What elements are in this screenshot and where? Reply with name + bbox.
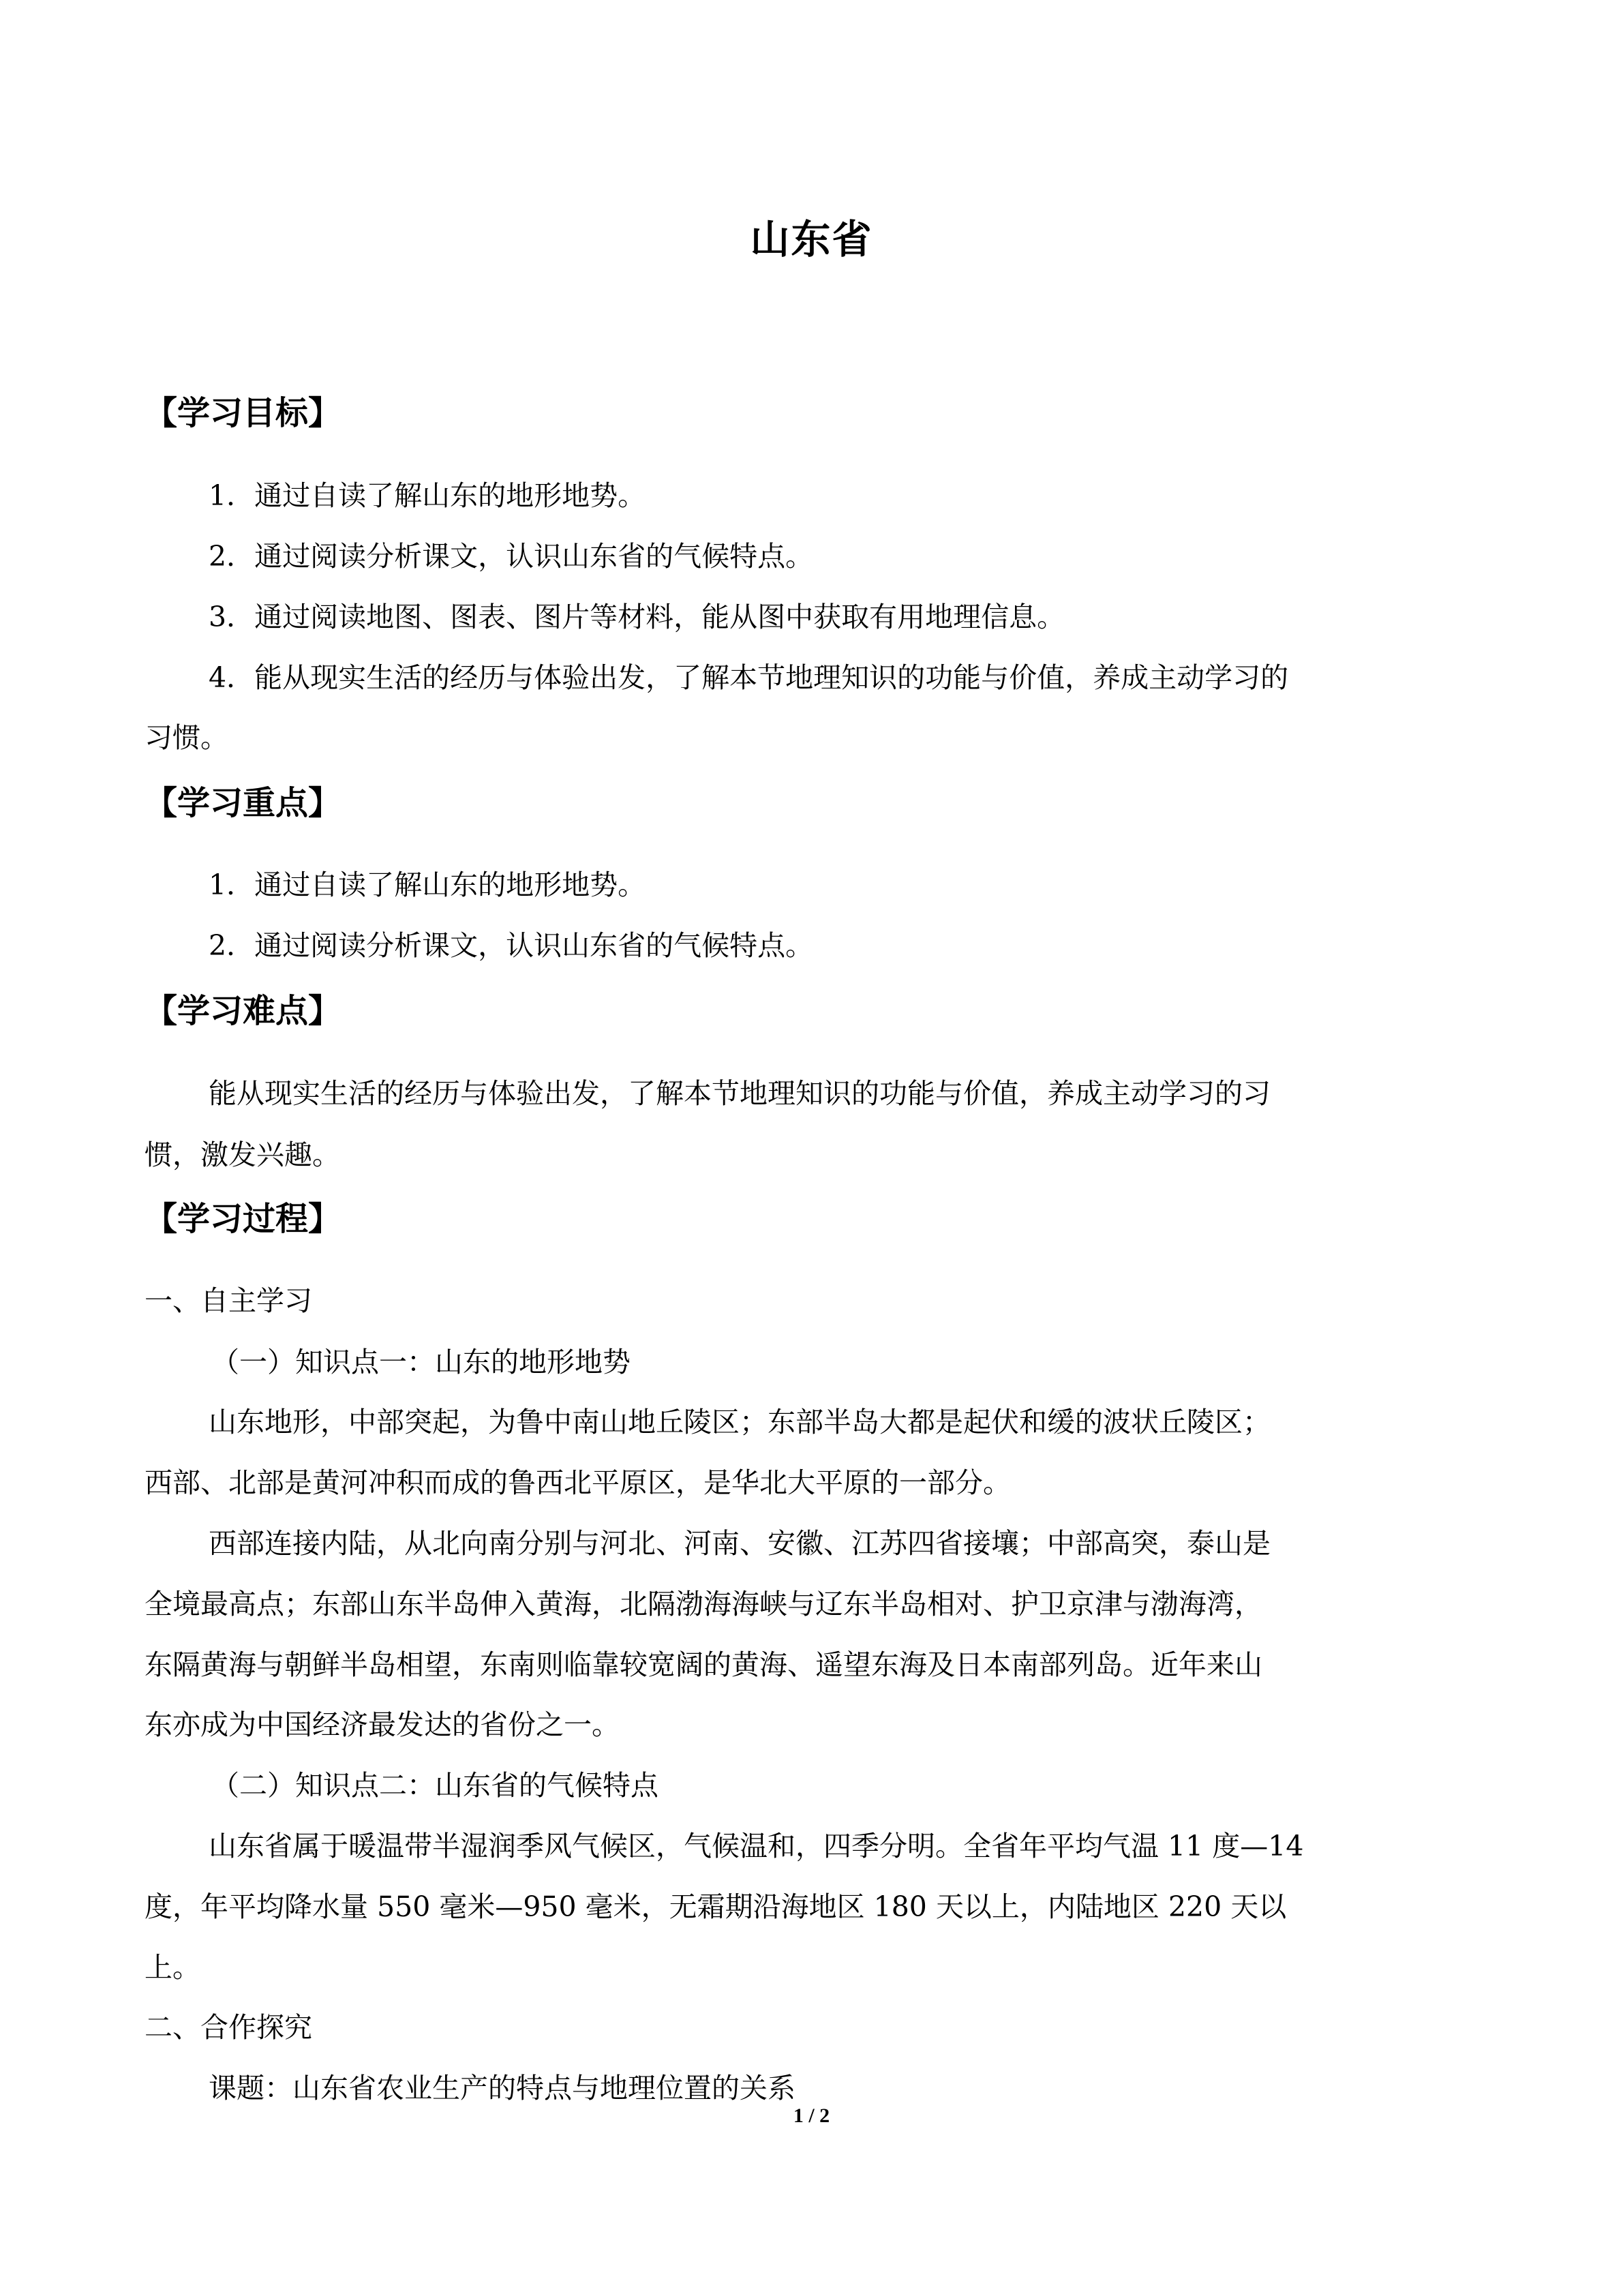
paragraph-line: 上。 xyxy=(145,1951,200,1984)
page-title: 山东省 xyxy=(750,216,873,262)
key-point-item: 1．通过自读了解山东的地形地势。 xyxy=(209,868,646,901)
part-title-self-study: 一、自主学习 xyxy=(145,1284,312,1317)
part-title-cooperative-inquiry: 二、合作探究 xyxy=(145,2011,312,2044)
objective-item: 3．通过阅读地图、图表、图片等材料，能从图中获取有用地理信息。 xyxy=(209,601,1065,633)
paragraph-line: 全境最高点；东部山东半岛伸入黄海，北隔渤海海峡与辽东半岛相对、护卫京津与渤海湾， xyxy=(145,1588,1262,1620)
inquiry-topic: 课题：山东省农业生产的特点与地理位置的关系 xyxy=(209,2072,795,2104)
knowledge-point-title: （二）知识点二：山东省的气候特点 xyxy=(211,1769,658,1802)
paragraph-line: 西部、北部是黄河冲积而成的鲁西北平原区，是华北大平原的一部分。 xyxy=(145,1466,1011,1499)
paragraph-line: 东亦成为中国经济最发达的省份之一。 xyxy=(145,1708,620,1741)
objective-item: 4．能从现实生活的经历与体验出发，了解本节地理知识的功能与价值，养成主动学习的 xyxy=(209,661,1289,694)
key-point-item: 2．通过阅读分析课文，认识山东省的气候特点。 xyxy=(209,929,814,962)
knowledge-point-title: （一）知识点一：山东的地形地势 xyxy=(211,1346,631,1378)
difficulty-text: 惯，激发兴趣。 xyxy=(145,1138,340,1171)
paragraph-line: 东隔黄海与朝鲜半岛相望，东南则临靠较宽阔的黄海、遥望东海及日本南部列岛。近年来山 xyxy=(145,1648,1262,1681)
objective-item: 1．通过自读了解山东的地形地势。 xyxy=(209,479,646,512)
paragraph-line: 山东地形，中部突起，为鲁中南山地丘陵区；东部半岛大都是起伏和缓的波状丘陵区； xyxy=(209,1406,1271,1438)
paragraph-line: 西部连接内陆，从北向南分别与河北、河南、安徽、江苏四省接壤；中部高突，泰山是 xyxy=(209,1527,1271,1560)
page-number: 1 / 2 xyxy=(793,2104,830,2127)
section-heading-objectives: 【学习目标】 xyxy=(145,394,342,432)
section-heading-process: 【学习过程】 xyxy=(145,1200,342,1238)
paragraph-line: 山东省属于暖温带半湿润季风气候区，气候温和，四季分明。全省年平均气温 11 度—14 xyxy=(209,1830,1304,1862)
section-heading-key-points: 【学习重点】 xyxy=(145,784,342,822)
difficulty-text: 能从现实生活的经历与体验出发，了解本节地理知识的功能与价值，养成主动学习的习 xyxy=(209,1077,1271,1110)
objective-item-continuation: 习惯。 xyxy=(145,721,228,754)
objective-item: 2．通过阅读分析课文，认识山东省的气候特点。 xyxy=(209,540,814,573)
paragraph-line: 度，年平均降水量 550 毫米—950 毫米，无霜期沿海地区 180 天以上，内陆地区 220 天以 xyxy=(145,1890,1287,1923)
section-heading-difficulties: 【学习难点】 xyxy=(145,992,342,1030)
